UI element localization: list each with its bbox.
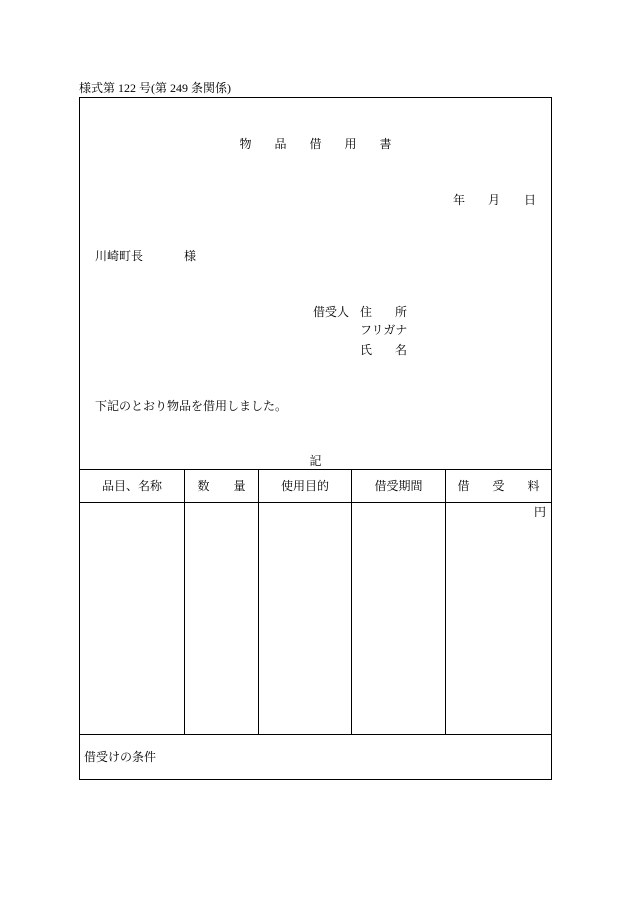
table-header-fee <box>446 470 563 503</box>
items-table <box>80 469 563 779</box>
table-header-period-text: 借受期間 <box>374 479 423 493</box>
table-header-purpose <box>259 470 352 503</box>
date-day-label: 日 <box>524 193 537 207</box>
borrower-address-label: 住所 <box>360 305 431 319</box>
item-name-cell <box>80 503 185 735</box>
form-number: 様式第 122 号(第 249 条関係) <box>79 81 231 95</box>
date-month-label: 月 <box>488 193 501 207</box>
form-box <box>79 97 563 780</box>
borrower-name-label: 氏名 <box>360 343 431 357</box>
fee-cell <box>446 503 551 735</box>
date-year-label: 年 <box>453 193 466 207</box>
document-title-text: 物品借用書 <box>239 137 415 151</box>
table-header-item-name <box>80 470 185 503</box>
table-header-quantity <box>185 470 270 503</box>
document-title <box>80 137 551 151</box>
table-header-period <box>352 470 446 503</box>
period-cell <box>352 503 446 735</box>
statement-text: 下記のとおり物品を借用しました。 <box>95 399 288 413</box>
borrower-label: 借受人 <box>313 305 350 319</box>
table-header-purpose-text: 使用目的 <box>280 479 329 493</box>
purpose-cell <box>259 503 352 735</box>
table-header-fee-text: 借受料 <box>457 479 563 493</box>
addressee-name: 川崎町長 <box>95 249 144 263</box>
fee-unit: 円 <box>533 505 546 519</box>
note-heading: 記 <box>309 454 322 468</box>
table-header-item-name-text: 品目、名称 <box>101 479 162 493</box>
borrower-furigana-label: フリガナ <box>360 323 408 337</box>
table-header-quantity-text: 数量 <box>197 479 270 493</box>
addressee-honorific: 様 <box>184 249 197 263</box>
conditions-row <box>80 735 551 779</box>
quantity-cell <box>185 503 259 735</box>
conditions-label: 借受けの条件 <box>84 750 157 764</box>
